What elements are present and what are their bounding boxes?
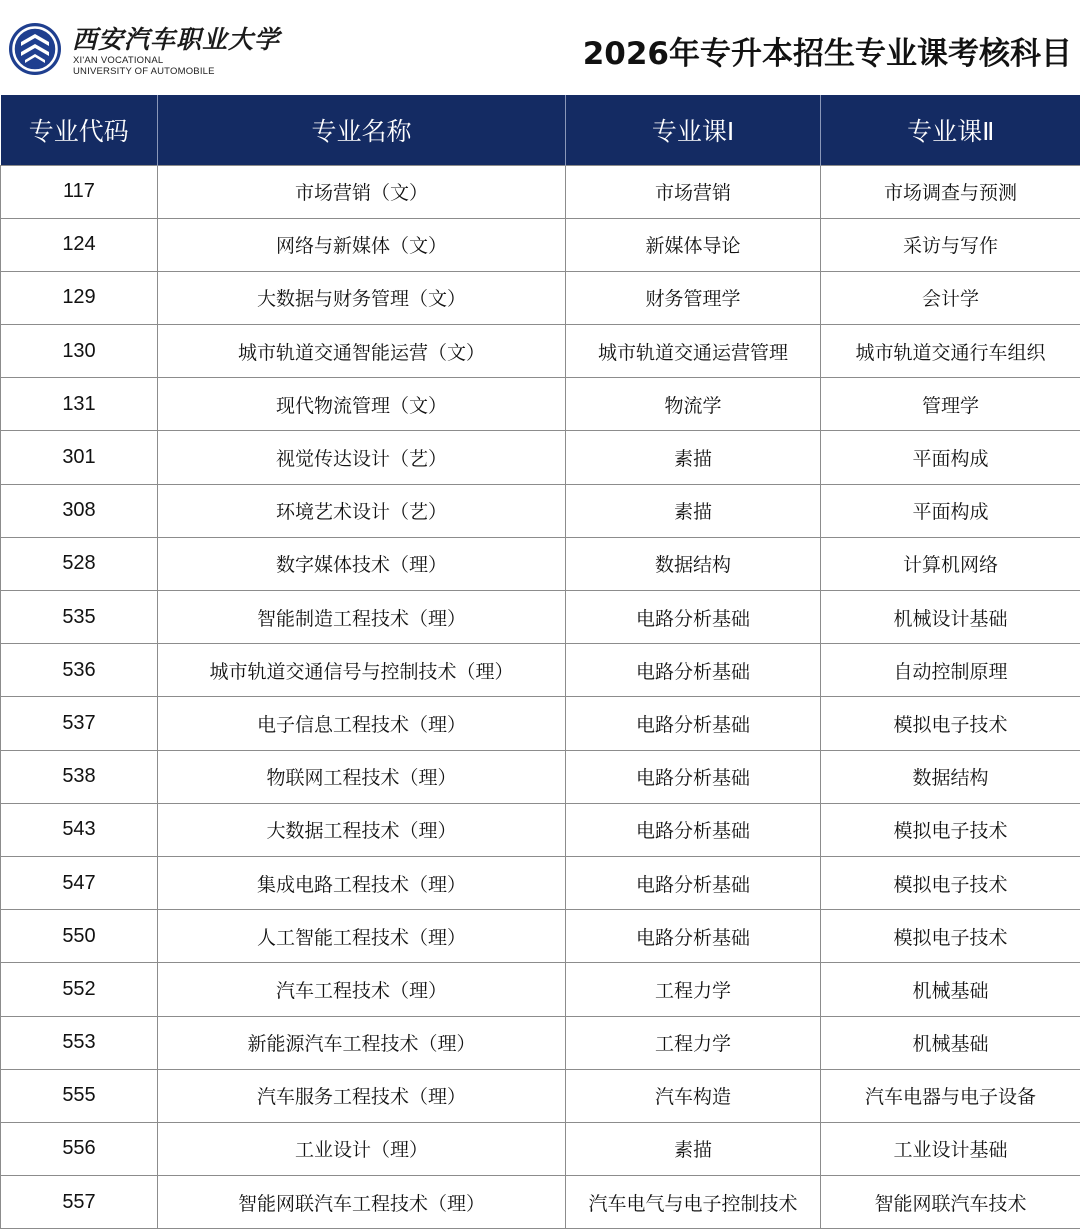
- cell-major-name: 数字媒体技术（理）: [158, 537, 566, 590]
- cell-course-1: 素描: [566, 1122, 821, 1175]
- document-title: 2026年专升本招生专业课考核科目: [582, 36, 1072, 72]
- table-row: [1, 218, 1080, 271]
- cell-course-2: 采访与写作: [821, 218, 1080, 271]
- cell-course-1: 数据结构: [566, 537, 821, 590]
- table-row: [1, 378, 1080, 431]
- cell-course-1: 电路分析基础: [566, 644, 821, 697]
- table-row: [1, 697, 1080, 750]
- cell-course-2: 平面构成: [821, 431, 1080, 484]
- cell-course-1: 工程力学: [566, 963, 821, 1016]
- cell-course-2: 智能网联汽车技术: [821, 1176, 1080, 1229]
- cell-major-name: 集成电路工程技术（理）: [158, 856, 566, 909]
- cell-major-code: 117: [1, 165, 158, 218]
- cell-course-2: 模拟电子技术: [821, 803, 1080, 856]
- table-body: [1, 165, 1080, 1229]
- cell-course-2: 机械基础: [821, 1016, 1080, 1069]
- cell-major-code: 528: [1, 537, 158, 590]
- column-header-code: 专业代码: [28, 116, 129, 146]
- cell-course-2: 工业设计基础: [821, 1122, 1080, 1175]
- cell-course-1: 工程力学: [566, 1016, 821, 1069]
- table-row: [1, 431, 1080, 484]
- cell-major-name: 大数据与财务管理（文）: [158, 271, 566, 324]
- cell-major-code: 556: [1, 1122, 158, 1175]
- column-header-major-name: 专业名称: [158, 95, 566, 165]
- table-row: [1, 165, 1080, 218]
- cell-major-name: 网络与新媒体（文）: [158, 218, 566, 271]
- cell-major-name: 汽车工程技术（理）: [158, 963, 566, 1016]
- column-header-course-2: 专业课Ⅱ: [821, 95, 1080, 165]
- cell-course-1: 财务管理学: [566, 271, 821, 324]
- column-header-course-1: 专业课Ⅰ: [566, 95, 821, 165]
- cell-major-code: 130: [1, 325, 158, 378]
- cell-course-1: 汽车电气与电子控制技术: [566, 1176, 821, 1229]
- cell-course-1: 素描: [566, 484, 821, 537]
- cell-course-2: 会计学: [821, 271, 1080, 324]
- cell-major-name: 环境艺术设计（艺）: [158, 484, 566, 537]
- cell-major-name: 汽车服务工程技术（理）: [158, 1069, 566, 1122]
- cell-course-2: 管理学: [821, 378, 1080, 431]
- table-row: [1, 591, 1080, 644]
- cell-major-name: 大数据工程技术（理）: [158, 803, 566, 856]
- table-row: [1, 537, 1080, 590]
- cell-major-code: 129: [1, 271, 158, 324]
- exam-subjects-table: [0, 95, 1080, 1229]
- cell-course-1: 城市轨道交通运营管理: [566, 325, 821, 378]
- cell-course-1: 新媒体导论: [566, 218, 821, 271]
- cell-major-code: 543: [1, 803, 158, 856]
- cell-major-name: 工业设计（理）: [158, 1122, 566, 1175]
- cell-major-name: 智能制造工程技术（理）: [158, 591, 566, 644]
- table-row: [1, 484, 1080, 537]
- cell-major-name: 现代物流管理（文）: [158, 378, 566, 431]
- cell-major-name: 电子信息工程技术（理）: [158, 697, 566, 750]
- cell-major-code: 555: [1, 1069, 158, 1122]
- cell-course-1: 市场营销: [566, 165, 821, 218]
- cell-major-code: 550: [1, 910, 158, 963]
- cell-course-2: 模拟电子技术: [821, 856, 1080, 909]
- cell-course-1: 素描: [566, 431, 821, 484]
- cell-course-2: 平面构成: [821, 484, 1080, 537]
- cell-major-code: 537: [1, 697, 158, 750]
- university-name-en-line2: UNIVERSITY OF AUTOMOBILE: [73, 66, 215, 77]
- university-name-en-line1: XI'AN VOCATIONAL: [73, 55, 164, 66]
- cell-major-code: 557: [1, 1176, 158, 1229]
- cell-course-1: 电路分析基础: [566, 750, 821, 803]
- cell-major-code: 308: [1, 484, 158, 537]
- cell-major-name: 市场营销（文）: [158, 165, 566, 218]
- cell-course-1: 电路分析基础: [566, 856, 821, 909]
- cell-course-1: 汽车构造: [566, 1069, 821, 1122]
- cell-major-code: 131: [1, 378, 158, 431]
- cell-course-2: 自动控制原理: [821, 644, 1080, 697]
- cell-major-code: 553: [1, 1016, 158, 1069]
- cell-course-2: 机械基础: [821, 963, 1080, 1016]
- table-row: [1, 1122, 1080, 1175]
- cell-major-code: 301: [1, 431, 158, 484]
- table-row: [1, 856, 1080, 909]
- table-row: [1, 963, 1080, 1016]
- cell-course-2: 机械设计基础: [821, 591, 1080, 644]
- cell-course-2: 数据结构: [821, 750, 1080, 803]
- table-header: [1, 95, 1080, 165]
- cell-course-2: 模拟电子技术: [821, 910, 1080, 963]
- university-logo-icon: [8, 22, 62, 76]
- cell-course-2: 模拟电子技术: [821, 697, 1080, 750]
- cell-major-code: 552: [1, 963, 158, 1016]
- cell-major-name: 视觉传达设计（艺）: [158, 431, 566, 484]
- table-row: [1, 910, 1080, 963]
- cell-major-name: 人工智能工程技术（理）: [158, 910, 566, 963]
- cell-major-code: 124: [1, 218, 158, 271]
- university-name-cn: 西安汽车职业大学: [72, 25, 281, 54]
- cell-major-name: 城市轨道交通信号与控制技术（理）: [158, 644, 566, 697]
- cell-major-name: 物联网工程技术（理）: [158, 750, 566, 803]
- cell-major-name: 智能网联汽车工程技术（理）: [158, 1176, 566, 1229]
- table-row: [1, 325, 1080, 378]
- cell-course-1: 电路分析基础: [566, 803, 821, 856]
- table-row: [1, 1016, 1080, 1069]
- cell-course-1: 电路分析基础: [566, 910, 821, 963]
- cell-major-name: 城市轨道交通智能运营（文）: [158, 325, 566, 378]
- cell-course-2: 市场调查与预测: [821, 165, 1080, 218]
- cell-course-1: 电路分析基础: [566, 697, 821, 750]
- table-row: [1, 803, 1080, 856]
- table-row: [1, 1176, 1080, 1229]
- table-row: [1, 750, 1080, 803]
- cell-major-code: 536: [1, 644, 158, 697]
- cell-course-2: 汽车电器与电子设备: [821, 1069, 1080, 1122]
- table-row: [1, 271, 1080, 324]
- cell-course-2: 城市轨道交通行车组织: [821, 325, 1080, 378]
- table-header-row: [1, 95, 1080, 165]
- cell-course-1: 电路分析基础: [566, 591, 821, 644]
- table-row: [1, 644, 1080, 697]
- cell-major-name: 新能源汽车工程技术（理）: [158, 1016, 566, 1069]
- table-row: [1, 1069, 1080, 1122]
- cell-course-2: 计算机网络: [821, 537, 1080, 590]
- cell-course-1: 物流学: [566, 378, 821, 431]
- cell-major-code: 535: [1, 591, 158, 644]
- page-header: [0, 0, 1080, 95]
- cell-major-code: 547: [1, 856, 158, 909]
- cell-major-code: 538: [1, 750, 158, 803]
